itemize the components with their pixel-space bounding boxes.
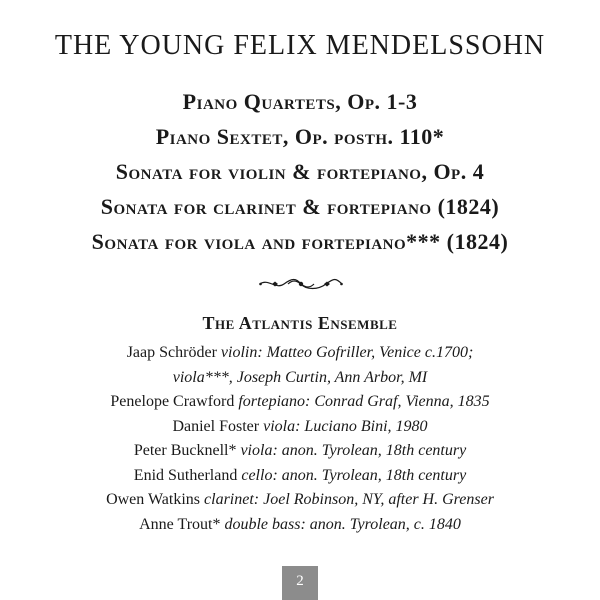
player-line bbox=[0, 464, 600, 489]
player-line bbox=[0, 488, 600, 513]
player-instrument: clarinet: Joel Robinson, NY, after H. Grenser bbox=[204, 491, 494, 508]
player-instrument: cello: anon. Tyrolean, 18th century bbox=[241, 466, 467, 484]
player-instrument: double bass: anon. Tyrolean, c. 1840 bbox=[224, 515, 461, 533]
ensemble-name: The Atlantis Ensemble bbox=[202, 313, 398, 333]
player-name: Enid Sutherland bbox=[133, 466, 238, 484]
player-instrument: fortepiano: Conrad Graf, Vienna, 1835 bbox=[238, 393, 490, 410]
flourish-icon bbox=[258, 276, 344, 292]
player-instrument: viola***, Joseph Curtin, Ann Arbor, MI bbox=[172, 368, 428, 386]
player-line bbox=[0, 415, 600, 440]
page-title: THE YOUNG FELIX MENDELSSOHN bbox=[54, 30, 546, 61]
page-number-badge: 2 bbox=[282, 566, 318, 600]
player-name: Peter Bucknell* bbox=[133, 442, 237, 459]
player-name: Owen Watkins bbox=[106, 491, 201, 508]
player-instrument: violin: Matteo Gofriller, Venice c.1700; bbox=[220, 344, 474, 361]
players-list bbox=[0, 341, 600, 537]
player-name: Anne Trout* bbox=[139, 515, 221, 533]
player-line bbox=[0, 513, 600, 538]
work-item: Sonata for violin & fortepiano, Op. 4 bbox=[115, 159, 485, 184]
work-item: Sonata for viola and fortepiano*** (1824) bbox=[91, 229, 509, 254]
player-line bbox=[0, 439, 600, 464]
work-item: Sonata for clarinet & fortepiano (1824) bbox=[100, 194, 500, 219]
work-item: Piano Sextet, Op. posth. 110* bbox=[155, 124, 445, 149]
player-name: Daniel Foster bbox=[172, 417, 260, 435]
player-instrument: viola: Luciano Bini, 1980 bbox=[263, 417, 428, 435]
player-line bbox=[0, 366, 600, 391]
player-line bbox=[0, 341, 600, 366]
player-name: Penelope Crawford bbox=[110, 393, 235, 410]
player-line bbox=[0, 390, 600, 415]
works-list bbox=[0, 84, 600, 259]
player-instrument: viola: anon. Tyrolean, 18th century bbox=[240, 442, 467, 459]
player-name: Jaap Schröder bbox=[126, 344, 217, 361]
work-item: Piano Quartets, Op. 1-3 bbox=[182, 89, 418, 114]
